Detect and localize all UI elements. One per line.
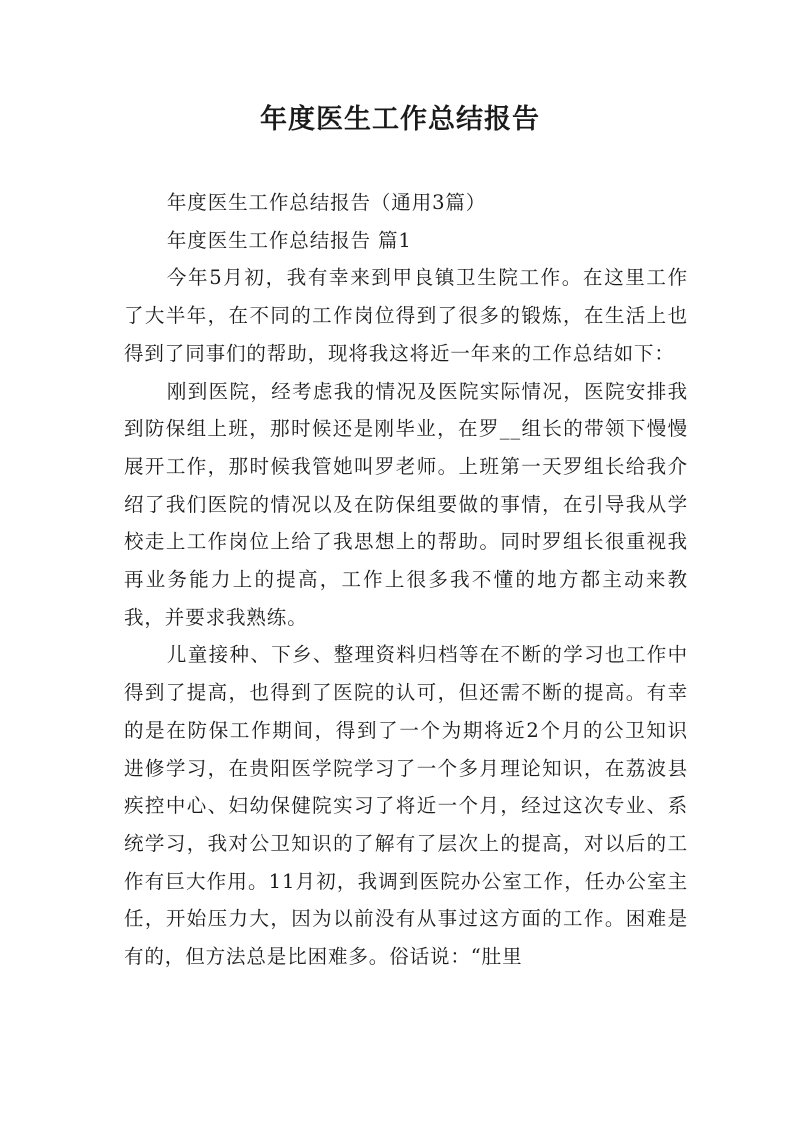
document-body	[124, 184, 688, 976]
paragraph-section-heading: 年度医生工作总结报告 篇1	[166, 228, 412, 252]
paragraph-arrival: 刚到医院，经考虑我的情况及医院实际情况，医院安排我到防保组上班，那时候还是刚毕业，在罗__组长的带领下慢慢展开工作，那时候我管她叫罗老师。上班第一天罗组长给我介绍了我们医院的情况以及在防保组要做的事情，在引导我从学校走上工作岗位上给了我思想上的帮助。同时罗组长很重视我再业务能力上的提高，工作上很多我不懂的地方都主动来教我，并要求我熟练。	[124, 379, 688, 629]
document-title: 年度医生工作总结报告	[260, 104, 540, 135]
paragraph-subtitle: 年度医生工作总结报告（通用3篇）	[166, 191, 487, 214]
paragraph-intro: 今年5月初，我有幸来到甲良镇卫生院工作。在这里工作了大半年，在不同的工作岗位得到了很多的锻炼，在生活上也得到了同事们的帮助，现将我这将近一年来的工作总结如下：	[124, 266, 688, 365]
paragraph-training: 儿童接种、下乡、整理资料归档等在不断的学习也工作中得到了提高，也得到了医院的认可，但还需不断的提高。有幸的是在防保工作期间，得到了一个为期将近2个月的公卫知识进修学习，在贵阳医学院学习了一个多月理论知识，在荔波县疾控中心、妇幼保健院实习了将近一个月，经过这次专业、系统学习，我对公卫知识的了解有了层次上的提高，对以后的工作有巨大作用。11月初，我调到医院办公室工作，任办公室主任，开始压力大，因为以前没有从事过这方面的工作。困难是有的，但方法总是比困难多。俗话说：“肚里	[124, 643, 688, 969]
